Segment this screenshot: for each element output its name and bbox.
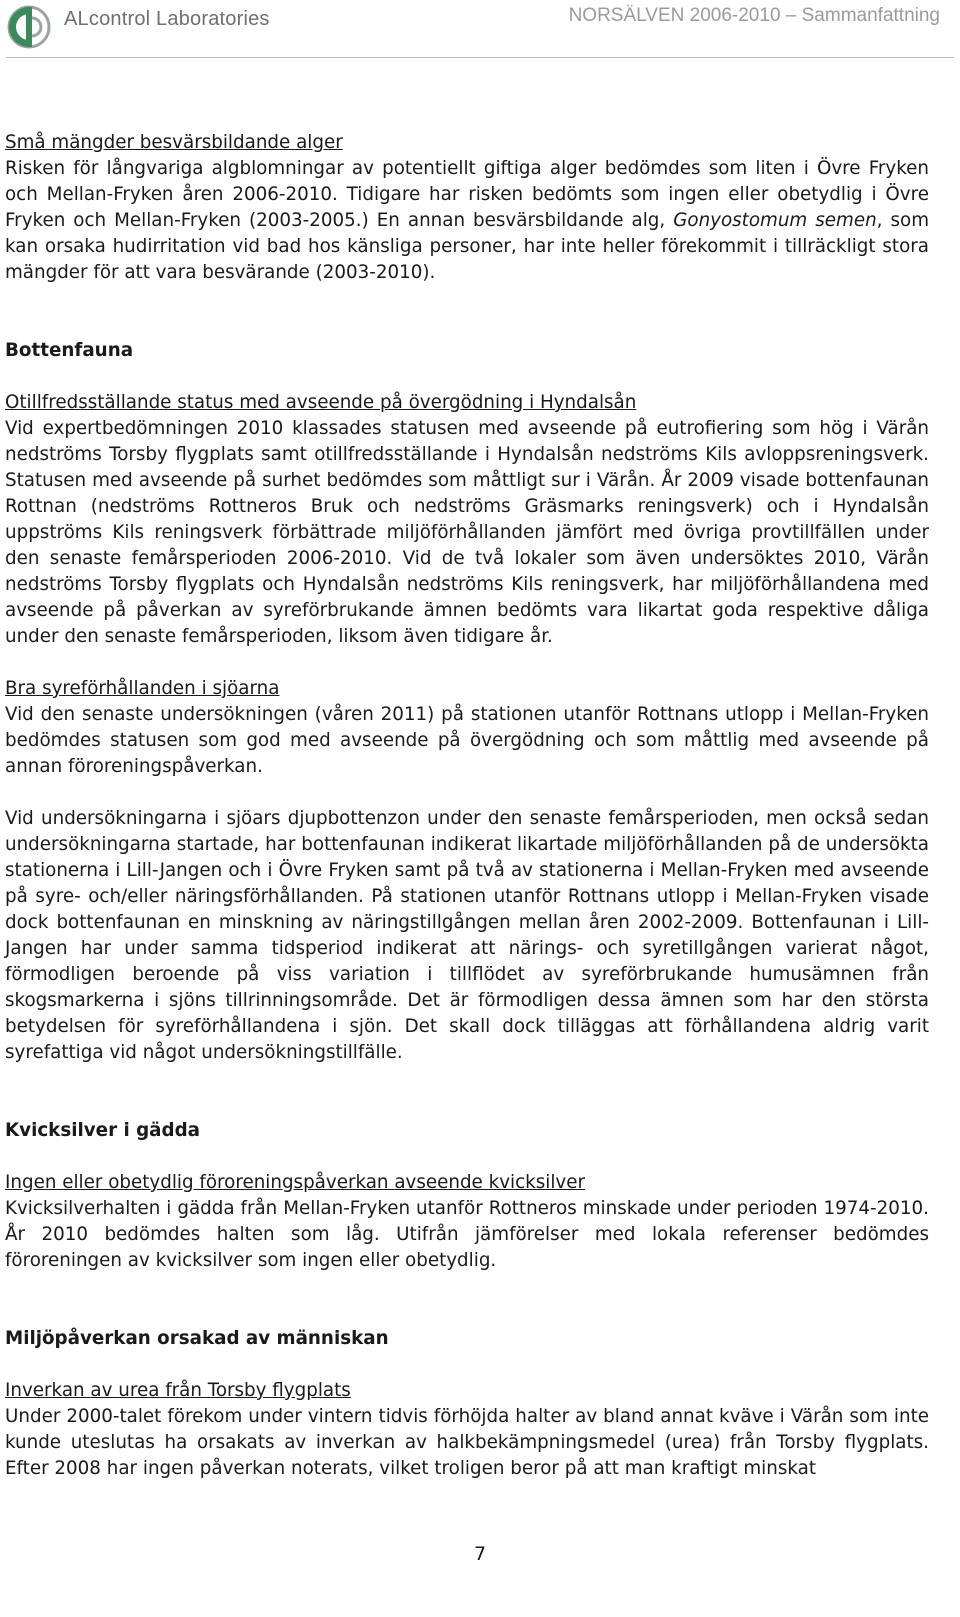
- subheading-overgodning: Otillfredsställande status med avseende på övergödning i Hyndalsån: [5, 392, 637, 413]
- heading-miljopaverkan: Miljöpåverkan orsakad av människan: [5, 1328, 389, 1349]
- subheading-syreforhallanden: Bra syreförhållanden i sjöarna: [5, 678, 280, 699]
- subheading-kvicksilver: Ingen eller obetydlig föroreningspåverkan avseende kvicksilver: [5, 1172, 586, 1193]
- paragraph-kvicksilver: Kvicksilverhalten i gädda från Mellan-Fryken utanför Rottneros minskade under perioden 1974-2010. År 2010 bedömdes halten som låg. Utifrån jämförelser med lokala referenser bedömdes föroreningen av kvicksilver som ingen eller obetydlig.: [5, 1198, 929, 1271]
- spacer: [5, 650, 929, 676]
- document-title: NORSÄLVEN 2006-2010 – Sammanfattning: [568, 5, 940, 26]
- paragraph-overgodning: Vid expertbedömningen 2010 klassades statusen med avseende på eutrofiering som hög i Värån nedströms Torsby flygplats samt otillfredsställande i Hyndalsån nedströms Kils avloppsreningsverk. Statusen med avseende på surhet bedömdes som måttligt sur i Värån. År 2009 visade bottenfaunan Rottnan (nedströms Rottneros Bruk och nedströms Gräsmarks reningsverk) och i Hyndalsån uppströms Kils reningsverk förbättrade miljöförhållanden jämfört med övriga provtillfällen under den senaste femårsperioden 2006-2010. Vid de två lokaler som även undersöktes 2010, Värån nedströms Torsby flygplats och Hyndalsån nedströms Kils reningsverk, har miljöförhållandena med avseende på påverkan av syreförbrukande ämnen bedömts vara likartat goda respektive dåliga under den senaste femårsperioden, liksom även tidigare år.: [5, 418, 929, 647]
- spacer: [5, 364, 929, 390]
- section-spacer: [5, 1274, 929, 1326]
- subheading-urea: Inverkan av urea från Torsby flygplats: [5, 1380, 351, 1401]
- paragraph-syreforhallanden: Vid den senaste undersökningen (våren 2011) på stationen utanför Rottnans utlopp i Mellan-Fryken bedömdes statusen som god med avseende på övergödning och som måttlig med avseende på annan föroreningspåverkan.: [5, 704, 929, 777]
- brand-name: ALcontrol Laboratories: [64, 8, 270, 30]
- paragraph-djupbottenzon: Vid undersökningarna i sjöars djupbottenzon under den senaste femårsperioden, men också sedan undersökningarna startade, har bottenfaunan indikerat likartade miljöförhållanden på de undersökta stationerna i Lill-Jangen och i Övre Fryken samt på två av stationerna i Mellan-Fryken med avseende på syre- och/eller näringsförhållanden. På stationen utanför Rottnans utlopp i Mellan-Fryken visade dock bottenfaunan en minskning av näringstillgången mellan åren 2002-2009. Bottenfaunan i Lill-Jangen har under samma tidsperiod indikerat att närings- och syretillgången varierat något, förmodligen beroende på viss variation i tillflödet av syreförbrukande humusämnen från skogsmarkerna i sjöns tillrinningsområde. Det är förmodligen dessa ämnen som har den största betydelsen för syreförhållandena i sjön. Det skall dock tilläggas att förhållandena aldrig varit syrefattiga vid något undersökningstillfälle.: [5, 808, 929, 1063]
- page-body: [5, 130, 929, 1482]
- heading-kvicksilver: Kvicksilver i gädda: [5, 1120, 201, 1141]
- heading-bottenfauna: Bottenfauna: [5, 340, 134, 361]
- spacer: [5, 1352, 929, 1378]
- page-number: 7: [473, 1543, 487, 1565]
- paragraph-alger: [5, 156, 929, 286]
- section-spacer: [5, 286, 929, 338]
- spacer: [5, 1144, 929, 1170]
- species-name: Gonyostomum semen: [673, 210, 877, 231]
- subheading-alger: Små mängder besvärsbildande alger: [5, 132, 343, 153]
- page-header: [0, 0, 960, 60]
- paragraph-urea: Under 2000-talet förekom under vintern tidvis förhöjda halter av bland annat kväve i Värån som inte kunde uteslutas ha orsakats av inverkan av halkbekämpningsmedel (urea) från Torsby flygplats. Efter 2008 har ingen påverkan noterats, vilket troligen beror på att man kraftigt minskat: [5, 1406, 929, 1479]
- paragraph-alger-end: , som kan orsaka hudirritation vid bad hos känsliga personer, har inte heller förekommit i tillräckligt stora mängder för att vara besvärande (2003-2010).: [5, 210, 930, 283]
- spacer: [5, 780, 929, 806]
- alcontrol-logo-icon: [6, 4, 54, 50]
- paragraph-alger-start: Risken för långvariga algblomningar av potentiellt giftiga alger bedömdes som liten i Övre Fryken och Mellan-Fryken åren 2006-2010. Tidigare har risken bedömts som ingen eller obetydlig i Övre Fryken och Mellan-Fryken (2003-2005.) En annan besvärsbildande alg,: [5, 158, 929, 231]
- header-divider: [6, 57, 954, 58]
- section-spacer: [5, 1066, 929, 1118]
